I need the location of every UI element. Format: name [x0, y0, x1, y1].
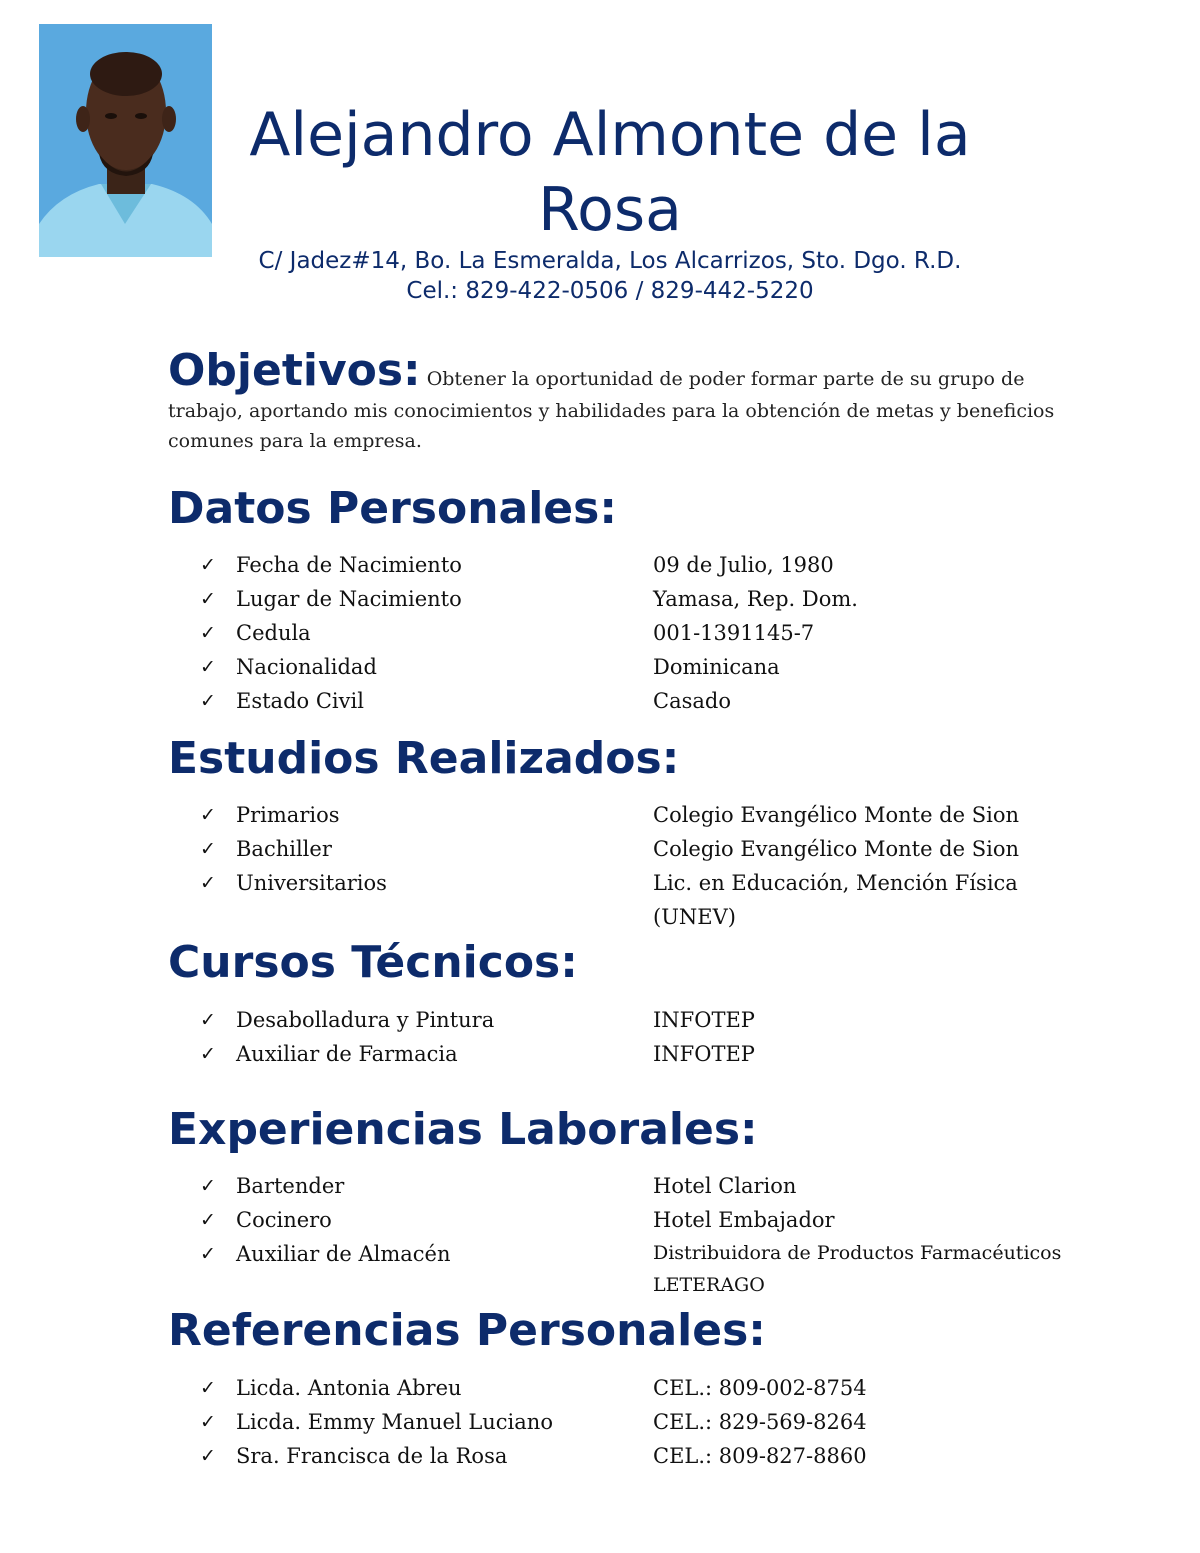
list-item: ✓ Cocinero Hotel Embajador: [200, 1203, 1080, 1237]
check-icon: ✓: [200, 1377, 216, 1399]
studies-list: [200, 798, 1080, 934]
personal-data-title: Datos Personales:: [168, 483, 617, 534]
list-item: ✓ Bachiller Colegio Evangélico Monte de Sion: [200, 832, 1080, 866]
list-item: ✓ Universitarios Lic. en Educación, Mención Física (UNEV): [200, 866, 1080, 934]
check-icon: ✓: [200, 1175, 216, 1197]
list-item: ✓ Nacionalidad Dominicana: [200, 650, 1080, 684]
check-icon: ✓: [200, 1209, 216, 1231]
check-icon: ✓: [200, 838, 216, 860]
list-item: ✓ Desabolladura y Pintura INFOTEP: [200, 1003, 1080, 1037]
experience-title: Experiencias Laborales:: [168, 1104, 758, 1155]
list-item: ✓ Fecha de Nacimiento 09 de Julio, 1980: [200, 548, 1080, 582]
experience-list: [200, 1169, 1080, 1301]
candidate-name: Alejandro Almonte de la Rosa: [249, 100, 971, 245]
list-item: ✓ Bartender Hotel Clarion: [200, 1169, 1080, 1203]
list-item: ✓ Primarios Colegio Evangélico Monte de Sion: [200, 798, 1080, 832]
phone-numbers: Cel.: 829-422-0506 / 829-442-5220: [406, 278, 814, 304]
check-icon: ✓: [200, 872, 216, 894]
courses-title: Cursos Técnicos:: [168, 937, 578, 988]
list-item: ✓ Auxiliar de Farmacia INFOTEP: [200, 1037, 1080, 1071]
list-item: ✓ Licda. Antonia Abreu CEL.: 809-002-8754: [200, 1371, 1080, 1405]
list-item: ✓ Licda. Emmy Manuel Luciano CEL.: 829-569-8264: [200, 1405, 1080, 1439]
contact-info: [110, 246, 1110, 306]
check-icon: ✓: [200, 804, 216, 826]
check-icon: ✓: [200, 1043, 216, 1065]
objectives-section: [168, 346, 1060, 456]
check-icon: ✓: [200, 1009, 216, 1031]
list-item: ✓ Estado Civil Casado: [200, 684, 1080, 718]
references-list: [200, 1371, 1080, 1473]
check-icon: ✓: [200, 656, 216, 678]
check-icon: ✓: [200, 554, 216, 576]
list-item: ✓ Cedula 001-1391145-7: [200, 616, 1080, 650]
check-icon: ✓: [200, 1411, 216, 1433]
check-icon: ✓: [200, 588, 216, 610]
studies-title: Estudios Realizados:: [168, 733, 680, 784]
list-item: ✓ Lugar de Nacimiento Yamasa, Rep. Dom.: [200, 582, 1080, 616]
list-item: ✓ Auxiliar de Almacén Distribuidora de Productos Farmacéuticos LETERAGO: [200, 1237, 1080, 1301]
objectives-title: Objetivos:: [168, 345, 421, 396]
profile-photo: [39, 24, 212, 257]
address: C/ Jadez#14, Bo. La Esmeralda, Los Alcarrizos, Sto. Dgo. R.D.: [258, 248, 962, 274]
objectives-text: Obtener la oportunidad de poder formar parte de su grupo de trabajo, aportando mis conocimientos y habilidades para la obtención de metas y beneficios comunes para la empresa.: [168, 368, 1055, 452]
personal-data-list: [200, 548, 1080, 718]
check-icon: ✓: [200, 1243, 216, 1265]
check-icon: ✓: [200, 622, 216, 644]
check-icon: ✓: [200, 1445, 216, 1467]
person-portrait-icon: [39, 24, 212, 257]
courses-list: [200, 1003, 1080, 1071]
check-icon: ✓: [200, 690, 216, 712]
references-title: Referencias Personales:: [168, 1305, 766, 1356]
list-item: ✓ Sra. Francisca de la Rosa CEL.: 809-827-8860: [200, 1439, 1080, 1473]
